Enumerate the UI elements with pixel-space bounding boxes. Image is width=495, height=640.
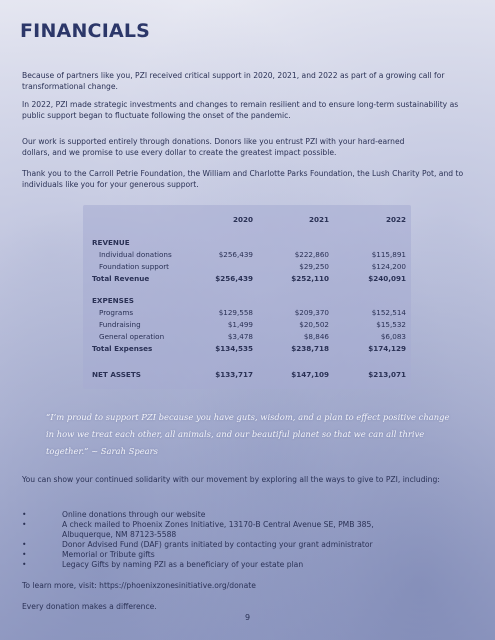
- list-item-text: Online donations through our website: [62, 510, 206, 519]
- year-header: 2020: [232, 215, 253, 224]
- row-value: $129,558: [218, 308, 253, 317]
- row-label: Individual donations: [99, 250, 172, 259]
- list-item-text: Legacy Gifts by naming PZI as a beneficiary of your estate plan: [62, 560, 304, 569]
- expenses-header-row: [83, 296, 411, 307]
- giving-options-list: [22, 510, 477, 570]
- row-label: Total Expenses: [92, 344, 153, 353]
- row-value: $29,250: [299, 262, 329, 271]
- learn-more-link[interactable]: To learn more, visit: https://phoenixzonesinitiative.org/donate: [22, 581, 256, 590]
- total-expenses-row: [83, 344, 411, 355]
- row-label: Programs: [99, 308, 134, 317]
- year-header: 2021: [308, 215, 329, 224]
- list-item: [22, 520, 477, 530]
- list-item-text: Donor Advised Fund (DAF) grants initiated by contacting your grant administrator: [62, 540, 373, 549]
- table-row: [83, 308, 411, 319]
- row-value: $3,478: [227, 332, 253, 341]
- bullet-icon: •: [22, 540, 27, 549]
- financials-table: [83, 205, 411, 389]
- row-value: $174,129: [368, 344, 406, 353]
- table-row: [83, 250, 411, 261]
- row-value: $152,514: [371, 308, 406, 317]
- section-label: REVENUE: [92, 238, 130, 247]
- donations-paragraph: Our work is supported entirely through donations. Donors like you entrust PZI with your hard-earned dollars, and we promise to use every dollar to create the greatest impact possible.: [22, 137, 405, 157]
- net-assets-row: [83, 370, 411, 381]
- table-row: [83, 320, 411, 331]
- row-label: Fundraising: [99, 320, 141, 329]
- table-row: [83, 262, 411, 273]
- bullet-icon: •: [22, 550, 27, 559]
- bullet-icon: •: [22, 510, 27, 519]
- year-header: 2022: [385, 215, 406, 224]
- investment-paragraph: In 2022, PZI made strategic investments and changes to remain resilient and to ensure long-term sustainability as public support began to fluctuate following the onset of the pandemic.: [22, 100, 459, 120]
- bullet-icon: •: [22, 560, 27, 569]
- row-value: $1,499: [227, 320, 253, 329]
- row-value: $20,502: [299, 320, 329, 329]
- section-label: EXPENSES: [92, 296, 134, 305]
- list-item-text: A check mailed to Phoenix Zones Initiative, 13170-B Central Avenue SE, PMB 385,: [62, 520, 374, 529]
- row-value: $222,860: [294, 250, 329, 259]
- row-value: $8,846: [303, 332, 329, 341]
- list-item: [22, 510, 477, 520]
- bullet-icon: •: [22, 520, 27, 529]
- donor-quote: “I’m proud to support PZI because you have guts, wisdom, and a plan to effect positive change in how we treat each other, all animals, and our beautiful planet so that we can all thrive together.” ~ Sarah Spears: [46, 412, 450, 456]
- list-item: [22, 560, 477, 570]
- list-item: [22, 550, 477, 560]
- row-value: $209,370: [294, 308, 329, 317]
- row-label: General operation: [99, 332, 165, 341]
- row-value: $147,109: [291, 370, 329, 379]
- row-label: Foundation support: [99, 262, 170, 271]
- list-item-text: Memorial or Tribute gifts: [62, 550, 155, 559]
- solidarity-paragraph: You can show your continued solidarity with our movement by exploring all the ways to give to PZI, including:: [22, 475, 440, 484]
- row-value: $256,439: [218, 250, 253, 259]
- row-value: $115,891: [371, 250, 406, 259]
- row-value: $15,532: [376, 320, 406, 329]
- closing-text: Every donation makes a difference.: [22, 602, 157, 611]
- page-number: 9: [244, 613, 251, 622]
- row-value: $240,091: [368, 274, 406, 283]
- revenue-header-row: [83, 238, 411, 249]
- total-revenue-row: [83, 274, 411, 285]
- intro-paragraph: Because of partners like you, PZI received critical support in 2020, 2021, and 2022 as part of a growing call for transformational change.: [22, 71, 445, 91]
- row-value: $133,717: [215, 370, 253, 379]
- table-header-row: [83, 215, 411, 226]
- row-label: NET ASSETS: [92, 370, 141, 379]
- list-item-continuation: [22, 530, 477, 540]
- row-value: $134,535: [215, 344, 253, 353]
- table-row: [83, 332, 411, 343]
- row-value: $238,718: [291, 344, 329, 353]
- row-label: Total Revenue: [92, 274, 150, 283]
- row-value: $6,083: [380, 332, 406, 341]
- row-value: $256,439: [215, 274, 253, 283]
- list-item: [22, 540, 477, 550]
- thanks-paragraph: Thank you to the Carroll Petrie Foundation, the William and Charlotte Parks Foundation, the Lush Charity Pot, and to individuals like you for your generous support.: [22, 169, 464, 189]
- list-item-text: Albuquerque, NM 87123-5588: [62, 530, 177, 539]
- page-title: FINANCIALS: [20, 20, 151, 42]
- row-value: $252,110: [291, 274, 329, 283]
- row-value: $213,071: [368, 370, 406, 379]
- row-value: $124,200: [371, 262, 406, 271]
